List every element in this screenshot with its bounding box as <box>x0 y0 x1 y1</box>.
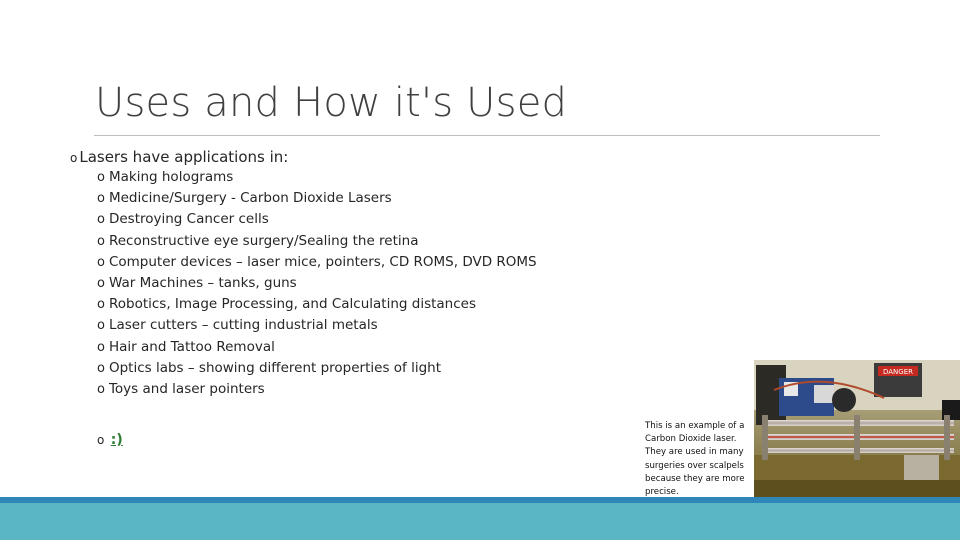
list-item <box>97 294 537 315</box>
bullet-circle-icon: o <box>97 318 105 334</box>
smiley-bullet <box>97 432 123 448</box>
co2-laser-photo-svg <box>754 360 960 500</box>
bullet-circle-icon: o <box>97 433 105 447</box>
bullet-circle-icon: o <box>97 382 105 398</box>
list-item-text: Destroying Cancer cells <box>108 211 269 228</box>
photo-caption: This is an example of a Carbon Dioxide laser. They are used in many surgeries over scalpels because they are more precise. <box>645 421 745 498</box>
bullet-circle-icon: o <box>97 297 105 313</box>
applications-list <box>97 167 537 400</box>
list-item <box>97 379 537 400</box>
list-item-text: Reconstructive eye surgery/Sealing the retina <box>108 232 419 249</box>
intro-bullet <box>70 148 288 166</box>
list-item-text: Toys and laser pointers <box>108 381 265 398</box>
bullet-circle-icon: o <box>97 212 105 228</box>
co2-laser-photo <box>754 360 960 500</box>
list-item <box>97 358 537 379</box>
danger-sign-text: DANGER <box>882 368 914 376</box>
list-item-text: Laser cutters – cutting industrial metals <box>108 317 378 334</box>
bullet-circle-icon: o <box>97 276 105 292</box>
list-item-text: Optics labs – showing different properties of light <box>108 359 442 376</box>
list-item <box>97 252 537 273</box>
intro-text: Lasers have applications in: <box>79 148 289 166</box>
bullet-circle-icon: o <box>97 233 105 249</box>
bullet-circle-icon: o <box>97 339 105 355</box>
list-item <box>97 167 537 188</box>
list-item-text: Robotics, Image Processing, and Calculating distances <box>108 296 476 313</box>
bullet-circle-icon: o <box>97 170 105 185</box>
slide-title: Uses and How it's Used <box>95 80 568 126</box>
list-item <box>97 209 537 230</box>
list-item <box>97 273 537 294</box>
footer-bar <box>0 503 960 540</box>
bullet-circle-icon: o <box>70 151 78 165</box>
list-item-text: Making holograms <box>108 169 234 185</box>
list-item <box>97 315 537 336</box>
list-item-text: War Machines – tanks, guns <box>108 275 297 292</box>
bullet-circle-icon: o <box>97 191 105 207</box>
smiley-link[interactable]: :) <box>110 432 123 448</box>
bullet-circle-icon: o <box>97 360 105 376</box>
list-item <box>97 188 537 209</box>
list-item <box>97 337 537 358</box>
bullet-circle-icon: o <box>97 254 105 270</box>
title-divider <box>94 135 880 136</box>
list-item <box>97 231 537 252</box>
list-item-text: Medicine/Surgery - Carbon Dioxide Lasers <box>108 190 392 207</box>
list-item-text: Hair and Tattoo Removal <box>108 338 275 355</box>
list-item-text: Computer devices – laser mice, pointers, CD ROMS, DVD ROMS <box>108 253 537 270</box>
